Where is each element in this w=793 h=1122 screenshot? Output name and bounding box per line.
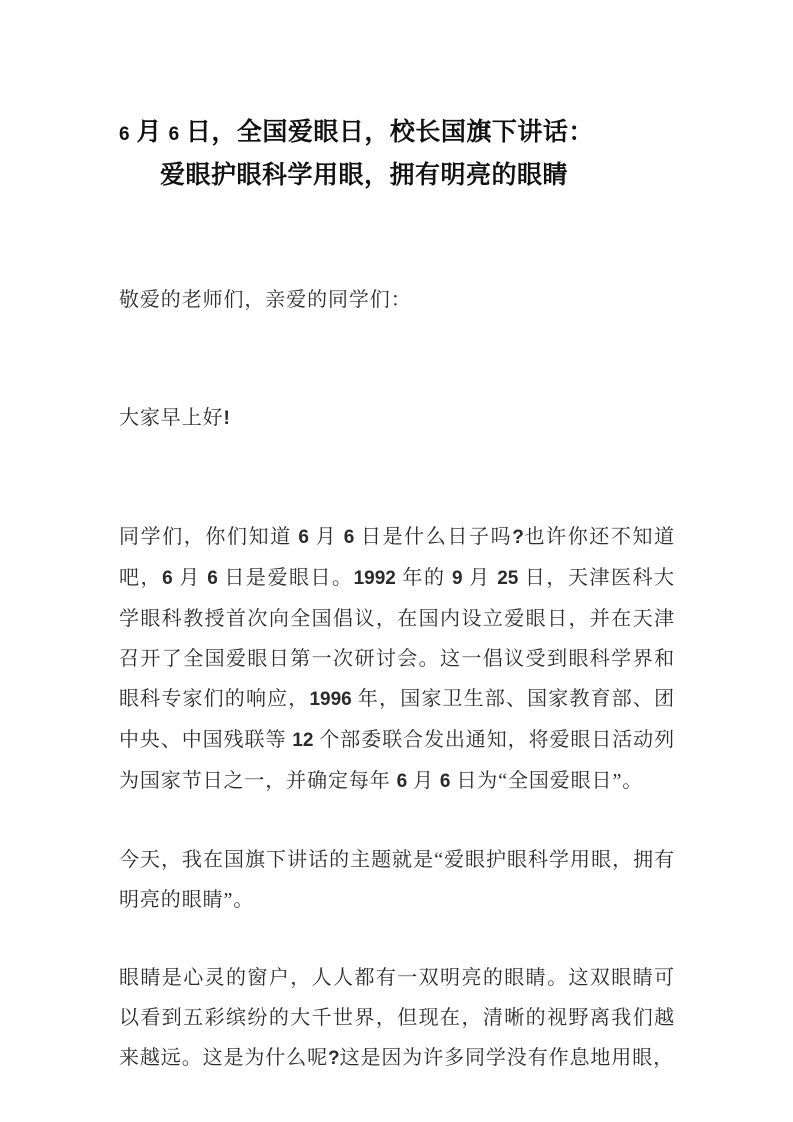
inline-number: 6	[343, 527, 355, 548]
inline-number: 1992	[353, 568, 396, 589]
title-line-2: 爱眼护眼科学用眼，拥有明亮的眼睛	[160, 162, 569, 189]
title-spacer	[119, 196, 675, 280]
inline-exclamation-mark: !	[223, 408, 230, 429]
inline-number: 6	[119, 124, 130, 145]
inline-number: 6	[298, 527, 309, 548]
inline-question-mark: ?	[328, 1048, 340, 1069]
document-body	[119, 112, 675, 1079]
paragraph-spacer	[119, 439, 675, 517]
inline-number: 12	[292, 730, 314, 751]
paragraph-salutation: 敬爱的老师们，亲爱的同学们：	[119, 289, 412, 311]
inline-number: 6	[439, 771, 451, 792]
paragraph-spacer	[119, 920, 675, 958]
inline-number: 6	[207, 568, 218, 589]
paragraph-eyes-window: 眼睛是心灵的窗户，人人都有一双明亮的眼睛。这双眼睛可以看到五彩缤纷的大千世界，但现在，清晰的视野离我们越来越远。这是为什么呢?这是因为许多同学没有作息地用眼，	[119, 967, 675, 1069]
paragraph-history: 同学们，你们知道 6 月 6 日是什么日子吗?也许你还不知道吧，6 月 6 日是爱眼日。1992 年的 9 月 25 日，天津医科大学眼科教授首次向全国倡议，在国内设立爱眼日，并在天津召开了全国爱眼日第一次研讨会。这一倡议受到眼科学界和眼科专家们的响应，1996 年，国家卫生部、国家教育部、团中央、中国残联等 12 个部委联合发出通知，将爱眼日活动列为国家节日之一，并确定每年 6 月 6 日为“全国爱眼日”。	[119, 526, 675, 792]
inline-number: 9	[452, 568, 463, 589]
paragraph-spacer	[119, 802, 675, 840]
inline-number: 1996	[309, 689, 352, 710]
inline-number: 25	[497, 568, 519, 589]
paragraph-spacer	[119, 320, 675, 398]
inline-number: 6	[162, 568, 173, 589]
inline-number: 6	[396, 771, 408, 792]
inline-number: 6	[168, 124, 180, 145]
title-line-1: 6 月 6 日，全国爱眼日，校长国旗下讲话：	[119, 119, 594, 146]
paragraph-greeting: 大家早上好!	[119, 407, 230, 429]
paragraph-theme: 今天，我在国旗下讲话的主题就是“爱眼护眼科学用眼，拥有明亮的眼睛”。	[119, 849, 675, 911]
page-title	[119, 112, 675, 196]
inline-question-mark: ?	[512, 527, 524, 548]
